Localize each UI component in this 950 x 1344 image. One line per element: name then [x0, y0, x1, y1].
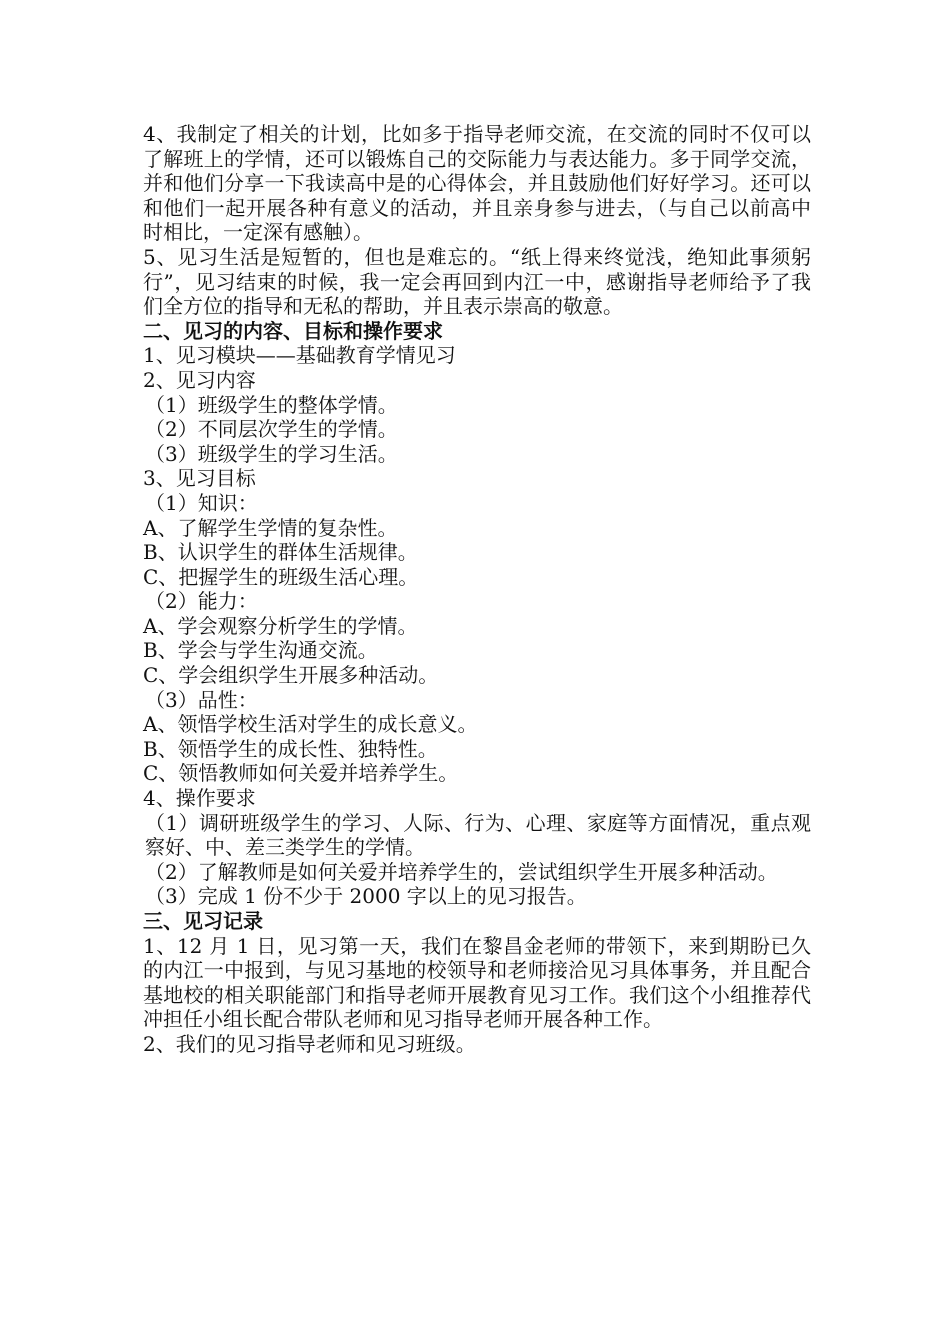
- section-heading-2: 二、见习的内容、目标和操作要求: [143, 318, 443, 343]
- character-title: （3）品性：: [145, 687, 258, 712]
- character-item: B、领悟学生的成长性、独特性。: [143, 736, 438, 761]
- knowledge-item: C、把握学生的班级生活心理。: [143, 564, 419, 589]
- paragraph-item-4: 4、我制定了相关的计划，比如多于指导老师交流，在交流的同时不仅可以了解班上的学情，还可以锻炼自己的交际能力与表达能力。多于同学交流，并和他们分享一下我读高中是的心得体会，并且鼓励他们好好学习。还可以和他们一起开展各种有意义的活动，并且亲身参与进去，（与自己以前高中时相比，一定深有感触）。: [143, 122, 811, 245]
- requirement-2: （2）了解教师是如何关爱并培养学生的，尝试组织学生开展多种活动。: [145, 859, 778, 884]
- knowledge-title: （1）知识：: [145, 490, 258, 515]
- requirements-title: 4、操作要求: [143, 786, 256, 811]
- document-page: [143, 122, 811, 1057]
- section-heading-3: 三、见习记录: [143, 909, 263, 933]
- content-item: （1）班级学生的整体学情。: [145, 392, 398, 417]
- record-1: 1、12 月 1 日，见习第一天，我们在黎昌金老师的带领下，来到期盼已久的内江一中报到，与见习基地的校领导和老师接洽见习具体事务，并且配合基地校的相关职能部门和指导老师开展教育见习工作。我们这个小组推荐代冲担任小组长配合带队老师和见习指导老师开展各种工作。: [143, 933, 811, 1032]
- content-item: （2）不同层次学生的学情。: [145, 417, 398, 442]
- module-line: 1、见习模块——基础教育学情见习: [143, 343, 456, 368]
- requirement-1: （1）调研班级学生的学习、人际、行为、心理、家庭等方面情况，重点观察好、中、差三类学生的学情。: [145, 810, 811, 860]
- goals-title: 3、见习目标: [143, 466, 256, 491]
- paragraph-item-5: 5、见习生活是短暂的，但也是难忘的。“纸上得来终觉浅，绝知此事须躬行”，见习结束的时候，我一定会再回到内江一中，感谢指导老师给予了我们全方位的指导和无私的帮助，并且表示崇高的敬意。: [143, 244, 811, 319]
- character-item: A、领悟学校生活对学生的成长意义。: [143, 712, 478, 737]
- record-2: 2、我们的见习指导老师和见习班级。: [143, 1031, 476, 1056]
- ability-item: B、学会与学生沟通交流。: [143, 638, 378, 663]
- knowledge-item: B、认识学生的群体生活规律。: [143, 540, 418, 565]
- knowledge-item: A、了解学生学情的复杂性。: [143, 515, 398, 540]
- ability-item: A、学会观察分析学生的学情。: [143, 613, 418, 638]
- content-item: （3）班级学生的学习生活。: [145, 441, 398, 466]
- character-item: C、领悟教师如何关爱并培养学生。: [143, 761, 459, 786]
- content-title: 2、见习内容: [143, 367, 256, 392]
- ability-item: C、学会组织学生开展多种活动。: [143, 663, 439, 688]
- ability-title: （2）能力：: [145, 589, 258, 614]
- requirement-3: （3）完成 1 份不少于 2000 字以上的见习报告。: [145, 884, 587, 909]
